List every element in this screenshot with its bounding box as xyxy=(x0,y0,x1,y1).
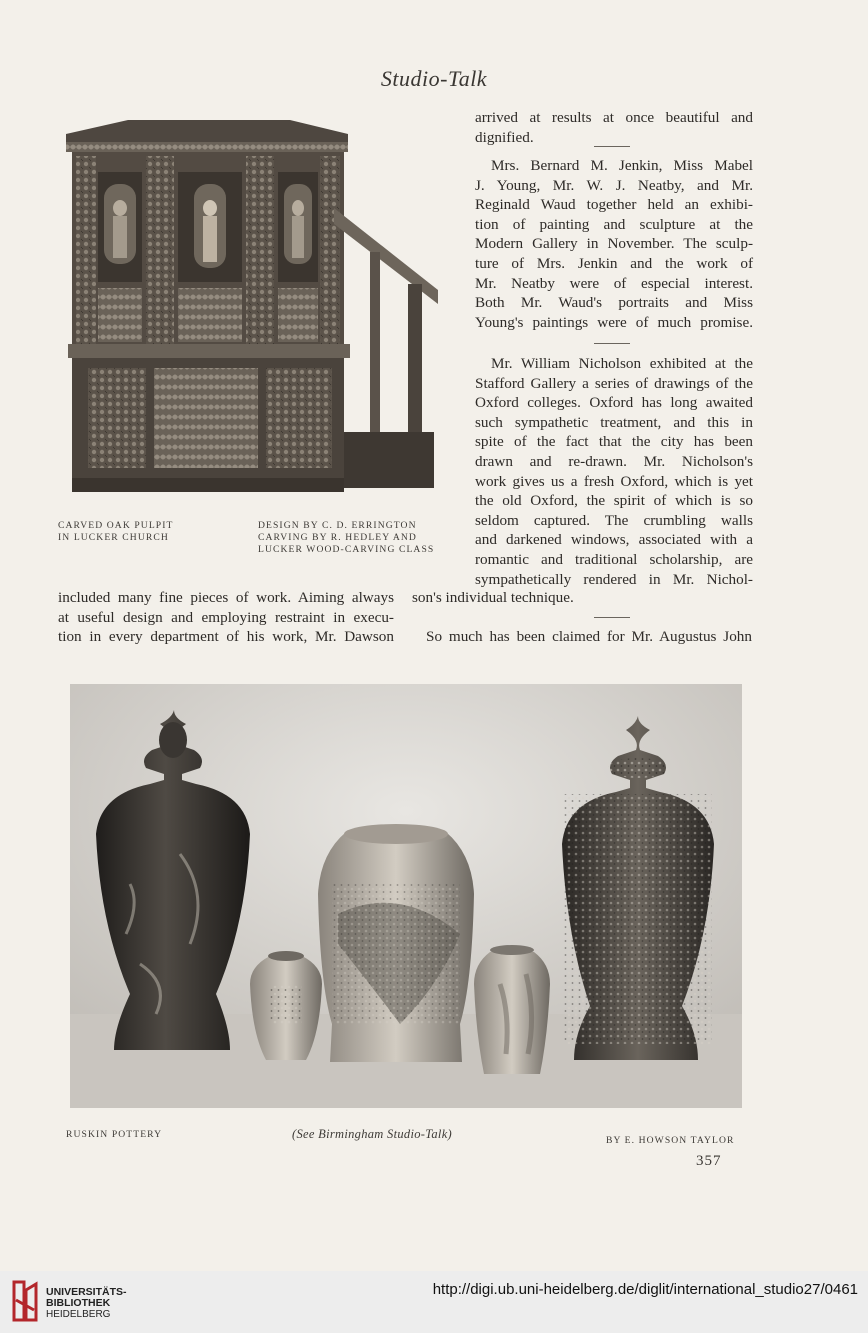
source-url-link[interactable]: http://digi.ub.uni-heidelberg.de/diglit/international_studio27/0461 xyxy=(432,1281,858,1298)
text-line: ture of Mrs. Jenkin and the work of xyxy=(475,254,753,272)
pulpit-figure xyxy=(58,112,442,504)
text-line: Stafford Gallery a series of drawings of the xyxy=(475,374,753,392)
section-divider xyxy=(594,343,630,344)
text-line: Mr. William Nicholson exhibited at the xyxy=(491,355,753,372)
text-line: Oxford colleges. Oxford has long awaited xyxy=(475,394,753,412)
text-line: such sympathetic treatment, and this in xyxy=(475,413,753,431)
text-line: tion of painting and sculpture at the xyxy=(475,215,753,233)
text-line: drawn and re-drawn. Mr. Nicholson's xyxy=(475,452,753,470)
text-line: Mr. Neatby were of especial interest. xyxy=(475,274,753,292)
text-line: the old Oxford, the spirit of which is so xyxy=(475,492,753,510)
text-line: Modern Gallery in November. The sculp- xyxy=(475,235,753,253)
pottery-photo xyxy=(70,684,742,1108)
paragraph-arrived xyxy=(475,108,753,147)
text-line: Mrs. Bernard M. Jenkin, Miss Mabel xyxy=(491,157,753,174)
library-line: UNIVERSITÄTS- xyxy=(46,1286,127,1298)
section-divider xyxy=(594,617,630,618)
text-line: sympathetically rendered in Mr. Nichol- xyxy=(475,570,753,588)
caption-line: CARVING BY R. HEDLEY AND xyxy=(258,532,417,543)
text-line: at useful design and employing restraint in execu- xyxy=(58,608,394,626)
page-number: 357 xyxy=(696,1153,722,1169)
text-line: work gives us a fresh Oxford, which is yet xyxy=(475,472,753,490)
pottery-caption-left: RUSKIN POTTERY xyxy=(66,1129,163,1140)
nicholson-line-end: son's individual technique. xyxy=(412,589,574,606)
pottery-caption-right: BY E. HOWSON TAYLOR xyxy=(606,1135,735,1146)
pottery-image xyxy=(70,684,742,1108)
pottery-caption-center: (See Birmingham Studio-Talk) xyxy=(292,1127,453,1141)
pulpit-image xyxy=(58,112,442,504)
pulpit-caption-left xyxy=(58,520,248,544)
pulpit-caption-right xyxy=(258,520,458,556)
text-line: dignified. xyxy=(475,128,534,146)
text-line: included many fine pieces of work. Aiming always xyxy=(58,589,394,606)
caption-line: CARVED OAK PULPIT xyxy=(58,520,174,531)
text-line: Reginald Waud together held an exhibi- xyxy=(475,196,753,214)
paragraph-dawson xyxy=(58,588,394,647)
running-head: Studio-Talk xyxy=(380,66,488,91)
caption-line: IN LUCKER CHURCH xyxy=(58,532,169,543)
text-line: tion in every department of his work, Mr. Dawson xyxy=(58,628,394,646)
section-divider xyxy=(594,146,630,147)
library-logo-icon xyxy=(10,1280,40,1324)
text-line: seldom captured. The crumbling walls xyxy=(475,511,753,529)
library-name xyxy=(46,1287,127,1320)
library-city: HEIDELBERG xyxy=(46,1309,111,1320)
caption-line: LUCKER WOOD-CARVING CLASS xyxy=(258,544,435,555)
text-line: and darkened windows, associated with a xyxy=(475,531,753,549)
text-line: spite of the fact that the city has been xyxy=(475,433,753,451)
text-line: arrived at results at once beautiful and xyxy=(475,109,753,126)
library-line: BIBLIOTHEK xyxy=(46,1297,111,1309)
text-line: Young's paintings were of much promise. xyxy=(475,313,753,331)
caption-line: DESIGN BY C. D. ERRINGTON xyxy=(258,520,417,531)
text-line: Both Mr. Waud's portraits and Miss xyxy=(475,294,753,312)
text-line: romantic and traditional scholarship, are xyxy=(475,550,753,568)
paragraph-jenkin xyxy=(475,156,753,332)
paragraph-john: So much has been claimed for Mr. Augustus John xyxy=(426,628,752,645)
paragraph-nicholson xyxy=(475,354,753,589)
text-line: J. Young, Mr. W. J. Neatby, and Mr. xyxy=(475,176,753,194)
